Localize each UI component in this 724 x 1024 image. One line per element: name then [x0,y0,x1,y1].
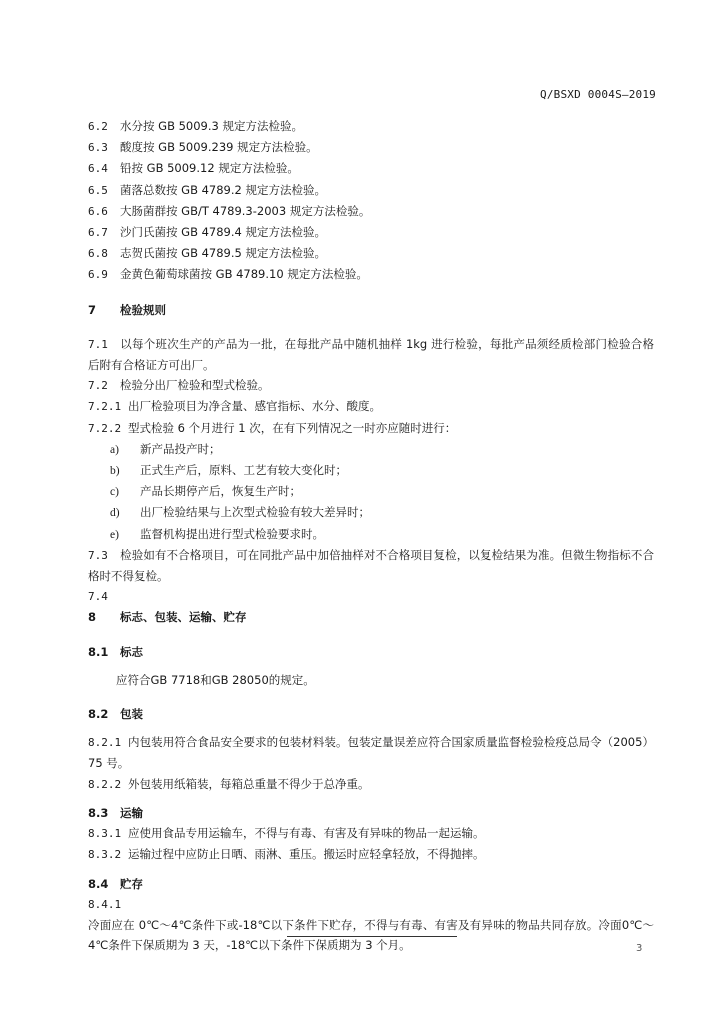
condition-item: d) 出厂检验结果与上次型式检验有较大差异时； [110,505,370,520]
page-number: 3 [636,943,643,954]
section-8-2-heading: 8.2 包装 [88,707,143,722]
section-7-heading: 7 检验规则 [88,302,166,317]
section-8-3-heading: 8.3 运输 [88,805,143,820]
clause-7-2-1: 7.2.1 出厂检验项目为净含量、感官指标、水分、酸度。 [88,399,381,414]
condition-item: b) 正式生产后，原料、工艺有较大变化时； [110,463,347,478]
section-8-heading: 8 标志、包装、运输、贮存 [88,610,247,625]
clause-7-2: 7.2 检验分出厂检验和型式检验。 [88,378,270,393]
section-8-4-heading: 8.4 贮存 [88,876,143,891]
clause-7-3: 7.3 检验如有不合格项目，可在同批产品中加倍抽样对不合格项目复检，以复检结果为准。但微生物指标不合格时不得复检。 [88,547,654,584]
clause-8-3-2: 8.3.2 运输过程中应防止日晒、雨淋、重压。搬运时应轻拿轻放，不得抛摔。 [88,847,485,862]
section-8-1-heading: 8.1 标志 [88,644,143,659]
method-clause: 6.9 金黄色葡萄球菌按 GB 4789.10 规定方法检验。 [88,267,368,282]
clause-8-1-text: 应符合GB 7718和GB 28050的规定。 [116,672,315,687]
method-clause: 6.7 沙门氏菌按 GB 4789.4 规定方法检验。 [88,225,327,240]
clause-7-1: 7.1 以每个班次生产的产品为一批，在每批产品中随机抽样 1kg 进行检验，每批产品须经质检部门检验合格后附有合格证方可出厂。 [88,336,654,373]
method-clause: 6.3 酸度按 GB 5009.239 规定方法检验。 [88,140,318,155]
footer-rule [287,936,457,937]
clause-8-3-1: 8.3.1 应使用食品专用运输车，不得与有毒、有害及有异味的物品一起运输。 [88,826,485,841]
type-test-conditions-list [88,439,654,545]
document-body [88,116,654,955]
method-clause: 6.4 铅按 GB 5009.12 规定方法检验。 [88,161,299,176]
condition-item: a) 新产品投产时； [110,441,221,456]
clause-8-4-1-text: 冷面应在 0℃～4℃条件下或-18℃以下条件下贮存，不得与有毒、有害及有异味的物品共同存放。冷面0℃～4℃条件下保质期为 3 天，-18℃以下条件下保质期为 3 个月。 [88,917,654,953]
clause-8-2-2: 8.2.2 外包装用纸箱装，每箱总重量不得少于总净重。 [88,776,370,791]
condition-item: e) 监督机构提出进行型式检验要求时。 [110,526,324,541]
method-clause: 6.8 志贺氏菌按 GB 4789.5 规定方法检验。 [88,246,327,261]
clause-7-2-2: 7.2.2 型式检验 6 个月进行 1 次，在有下列情况之一时亦应随时进行： [88,420,457,435]
clause-8-4-1-number: 8.4.1 [88,897,122,911]
test-methods-list [88,116,654,286]
method-clause: 6.6 大肠菌群按 GB/T 4789.3-2003 规定方法检验。 [88,203,371,218]
condition-item: c) 产品长期停产后，恢复生产时； [110,484,301,499]
standard-code: Q/BSXD 0004S—2019 [540,88,656,101]
method-clause: 6.2 水分按 GB 5009.3 规定方法检验。 [88,119,304,133]
clause-8-2-1: 8.2.1 内包装用符合食品安全要求的包装材料装。包装定量误差应符合国家质量监督检验检疫总局令（2005）75 号。 [88,735,654,771]
clause-7-4: 7.4 [88,590,108,604]
method-clause: 6.5 菌落总数按 GB 4789.2 规定方法检验。 [88,182,327,197]
